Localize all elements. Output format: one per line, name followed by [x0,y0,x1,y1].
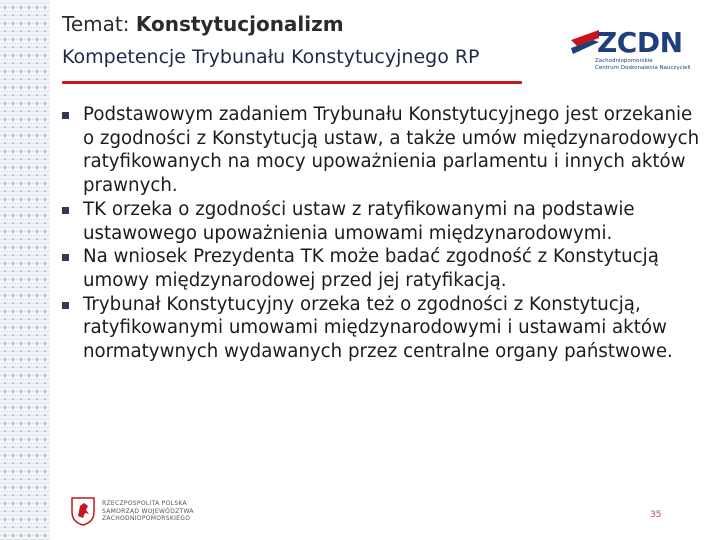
logo-tagline-line2: Centrum Doskonalenia Nauczycieli [595,65,691,71]
footer-org-name [102,500,194,523]
footer-logo [70,496,220,526]
zcdn-logo [571,26,691,74]
bullet-text: Na wniosek Prezydenta TK może badać zgodność z Konstytucją umowy międzynarodowej przed jej ratyfikacją. [83,246,659,291]
logo-wordmark: ZCDN [597,26,683,59]
footer-org-line2: SAMORZĄD WOJEWÓDZTWA [102,507,194,515]
square-bullet-icon [62,302,69,309]
page-number: 35 [650,510,662,520]
list-item [62,103,702,198]
bullet-text: TK orzeka o zgodności ustaw z ratyfikowanymi na podstawie ustawowego upoważnienia umowami międzynarodowymi. [83,198,635,244]
list-item [62,293,702,364]
list-item [62,245,702,292]
decorative-manuscript-strip [0,0,50,540]
square-bullet-icon [62,254,69,261]
griffin-shield-icon [70,496,96,526]
bullet-list [62,103,702,364]
title-topic: Konstytucjonalizm [135,12,344,36]
title-prefix: Temat: [62,12,136,36]
footer-org-line1: RZECZPOSPOLITA POLSKA [102,500,187,507]
page-subtitle: Kompetencje Trybunału Konstytucyjnego RP [62,46,480,68]
zcdn-logo-mark-icon [571,30,599,58]
slide-content [62,103,702,364]
square-bullet-icon [62,207,69,214]
bullet-text: Trybunał Konstytucyjny orzeka też o zgodności z Konstytucją, ratyfikowanymi umowami międzynarodowymi i ustawami aktów normatywnych wydawanych przez centralne organy państwowe. [83,293,673,363]
page-title [62,12,344,36]
bullet-text: Podstawowym zadaniem Trybunału Konstytucyjnego jest orzekanie o zgodności z Konstytucją ustaw, a także umów międzynarodowych ratyfikowanych na mocy upoważnienia parlamentu i innych aktów prawnych. [83,104,700,197]
square-bullet-icon [62,112,69,119]
title-underline [62,81,522,84]
footer-org-line3: ZACHODNIOPOMORSKIEGO [102,515,191,522]
logo-tagline [595,58,691,72]
logo-tagline-line1: Zachodniopomorskie [595,58,653,64]
list-item [62,198,702,245]
